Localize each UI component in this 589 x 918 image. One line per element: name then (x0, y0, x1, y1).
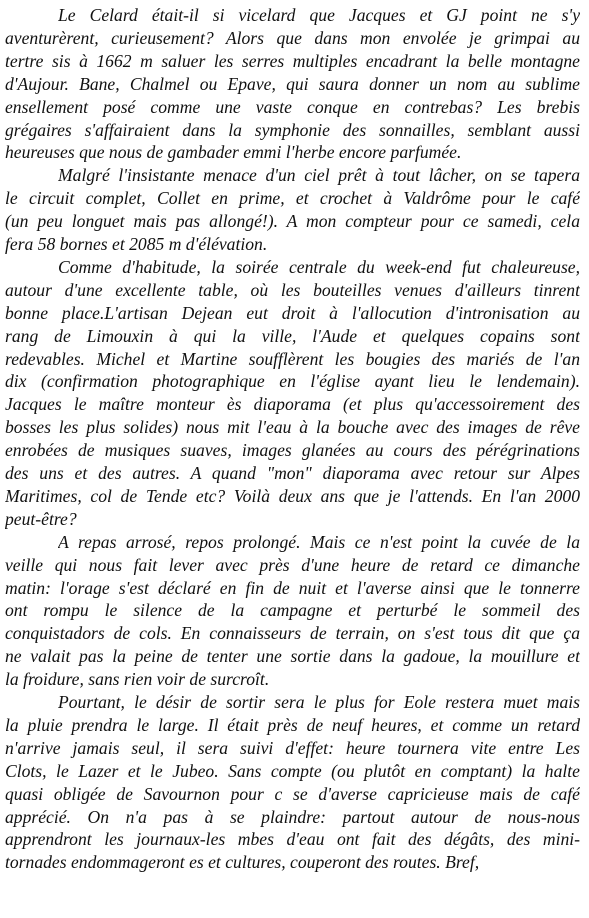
text-line: Jacques le maître monteur ès diaporama (et plus qu'accessoirement des (5, 394, 580, 415)
text-line: matin: l'orage s'est déclaré en fin de nuit et l'averse ainsi que le tonnerre (5, 577, 580, 598)
text-line: d'Aujour. Bane, Chalmel ou Epave, qui saura donner un nom au sublime (5, 73, 580, 94)
text-line: Comme d'habitude, la soirée centrale du week-end fut chaleureuse, (58, 256, 580, 277)
text-line: la pluie prendra le large. Il était près de neuf heures, et comme un retard (5, 714, 580, 735)
text-line: Pourtant, le désir de sortir sera le plus for Eole restera muet mais (58, 692, 580, 712)
text-line: redevables. Michel et Martine soufflèrent les bougies des mariés de l'an (5, 348, 580, 369)
text-line: Malgré l'insistante menace d'un ciel prêt à tout lâcher, on se tapera (58, 165, 580, 186)
text-line: (un peu longuet mais pas allongé!). A mon compteur pour ce samedi, cela (5, 211, 580, 232)
text-line: Maritimes, col de Tende etc? Voilà deux ans que je l'attends. En l'an 2000 (5, 485, 580, 506)
text-line: conquistadors de cols. En connaisseurs de terrain, on s'est tous dit que ça (5, 623, 580, 644)
text-line: ensellement posé comme une vaste conque en contrebas? Les brebis (5, 96, 580, 117)
text-line: heureuses que nous de gambader emmi l'herbe encore parfumée. (5, 142, 462, 163)
text-line: bosses les plus solides) nous mit l'eau à la bouche avec des images de rêve (5, 417, 580, 438)
text-line: autour d'une excellente table, où les bouteilles venues d'ailleurs tinrent (5, 279, 580, 300)
text-line: dix (confirmation photographique en l'église ayant lieu le lendemain). (5, 371, 580, 392)
text-line: tornades endommageront es et cultures, couperont des routes. Bref, (5, 852, 480, 873)
text-line: aventurèrent, curieusement? Alors que dans mon envolée je grimpai au (5, 27, 580, 48)
text-line: enrobées de musiques suaves, images glanées au cours des pérégrinations (5, 440, 580, 461)
text-line: fera 58 bornes et 2085 m d'élévation. (5, 234, 268, 254)
text-line: des uns et des autres. A quand "mon" diaporama avec retour sur Alpes (5, 463, 580, 483)
text-line: apprendront les journaux-les mbes d'eau ont fait des dégâts, des mini- (5, 829, 580, 850)
text-line: ont rompu le silence de la campagne et perturbé le sommeil des (5, 600, 580, 621)
text-line: bonne place.L'artisan Dejean eut droit à l'allocution d'intronisation au (5, 302, 580, 323)
text-line: le circuit complet, Collet en prime, et crochet à Valdrôme pour le café (5, 188, 580, 209)
text-line: rang de Limouxin à qui la ville, l'Aude et quelques copains sont (5, 325, 580, 346)
text-line: Clots, le Lazer et le Jubeo. Sans compte (ou plutôt en comptant) la halte (5, 760, 580, 781)
text-line: Le Celard était-il si vicelard que Jacques et GJ point ne s'y (58, 5, 580, 25)
text-line: grégaires s'affairaient dans la symphonie des sonnailles, semblant aussi (5, 119, 580, 140)
text-line: ne valait pas la peine de tenter une sortie dans la gadoue, la mouillure et (5, 646, 580, 667)
text-line: peut-être? (5, 508, 77, 529)
text-line: n'arrive jamais seul, il sera suivi d'effet: heure tournera vite entre Les (5, 737, 580, 758)
text-line: la froidure, sans rien voir de surcroît. (5, 669, 270, 690)
text-line: apprécié. On n'a pas à se plaindre: partout autour de nous-nous (5, 806, 580, 827)
text-line: quasi obligée de Savournon pour c se d'averse capricieuse mais de café (5, 783, 580, 804)
text-line: veille qui nous fait lever avec près d'une heure de retard ce dimanche (5, 554, 580, 575)
text-line: A repas arrosé, repos prolongé. Mais ce n'est point la cuvée de la (58, 531, 580, 552)
text-line: tertre sis à 1662 m saluer les serres multiples encadrant la belle montagne (5, 50, 580, 71)
